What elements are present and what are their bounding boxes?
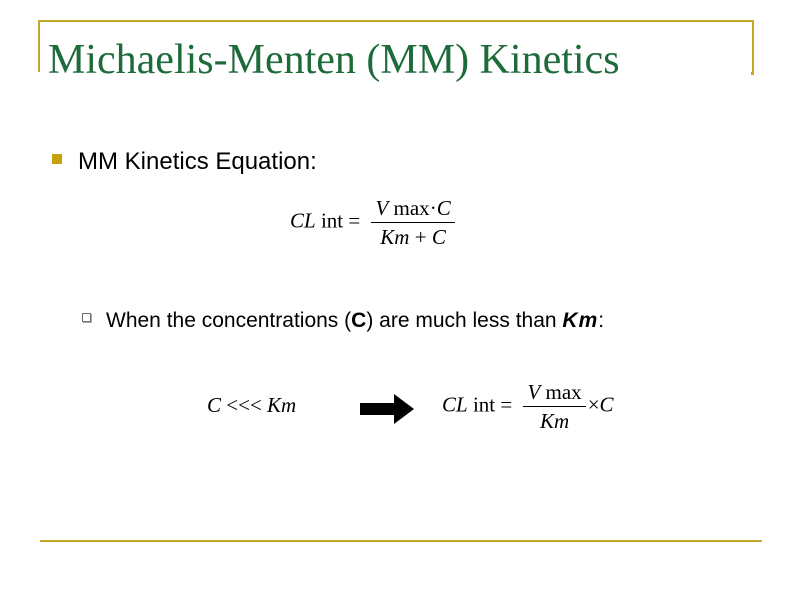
cond-middle: ) are much less than [366, 309, 563, 332]
eq1-den-km: Km [380, 225, 410, 249]
condition-c: C [207, 393, 222, 417]
eq2-equals: = [500, 392, 513, 417]
eq2-num-v: V [527, 380, 541, 404]
slide-title: Michaelis-Menten (MM) Kinetics [48, 37, 620, 83]
bullet-text-equation: MM Kinetics Equation: [78, 148, 317, 175]
condition-km: Km [267, 393, 297, 417]
bullet-text-condition [106, 308, 604, 334]
frame-top-line [38, 20, 754, 22]
eq1-num-c: C [436, 196, 451, 220]
eq2-denominator [523, 407, 585, 435]
frame-corner-dot [751, 72, 754, 75]
condition-lt: <<< [226, 393, 262, 417]
condition-expression [207, 393, 296, 418]
eq2-fraction [523, 378, 585, 435]
eq1-num-max: max [393, 196, 430, 220]
square-bullet-icon [52, 154, 62, 164]
cond-prefix: When the concentrations ( [106, 309, 352, 332]
eq2-times: × [587, 392, 600, 417]
eq1-int: int [320, 208, 344, 233]
bottom-rule [40, 540, 762, 542]
eq1-numerator [371, 194, 454, 223]
cond-suffix: : [598, 309, 605, 332]
mm-equation [290, 194, 455, 251]
frame-left-line [38, 20, 40, 72]
eq2-numerator [523, 378, 585, 407]
eq1-den-plus: + [414, 225, 427, 249]
eq1-den-c: C [431, 225, 446, 249]
frame-right-line [752, 20, 754, 72]
cond-km: Km [562, 309, 599, 332]
cond-c: C [351, 309, 367, 332]
eq1-fraction [371, 194, 454, 251]
hollow-square-bullet-icon [82, 313, 91, 322]
eq1-denominator [371, 223, 454, 251]
eq2-num-max: max [545, 380, 582, 404]
simplified-equation [442, 378, 614, 435]
eq2-c: C [599, 392, 614, 417]
eq1-cl: CL [290, 208, 316, 233]
eq1-equals: = [348, 208, 361, 233]
eq2-den-km: Km [539, 409, 570, 433]
eq2-cl: CL [442, 392, 468, 417]
eq1-num-dot: · [429, 196, 437, 220]
eq2-int: int [472, 392, 496, 417]
eq1-num-v: V [375, 196, 389, 220]
right-arrow-icon [358, 393, 416, 425]
